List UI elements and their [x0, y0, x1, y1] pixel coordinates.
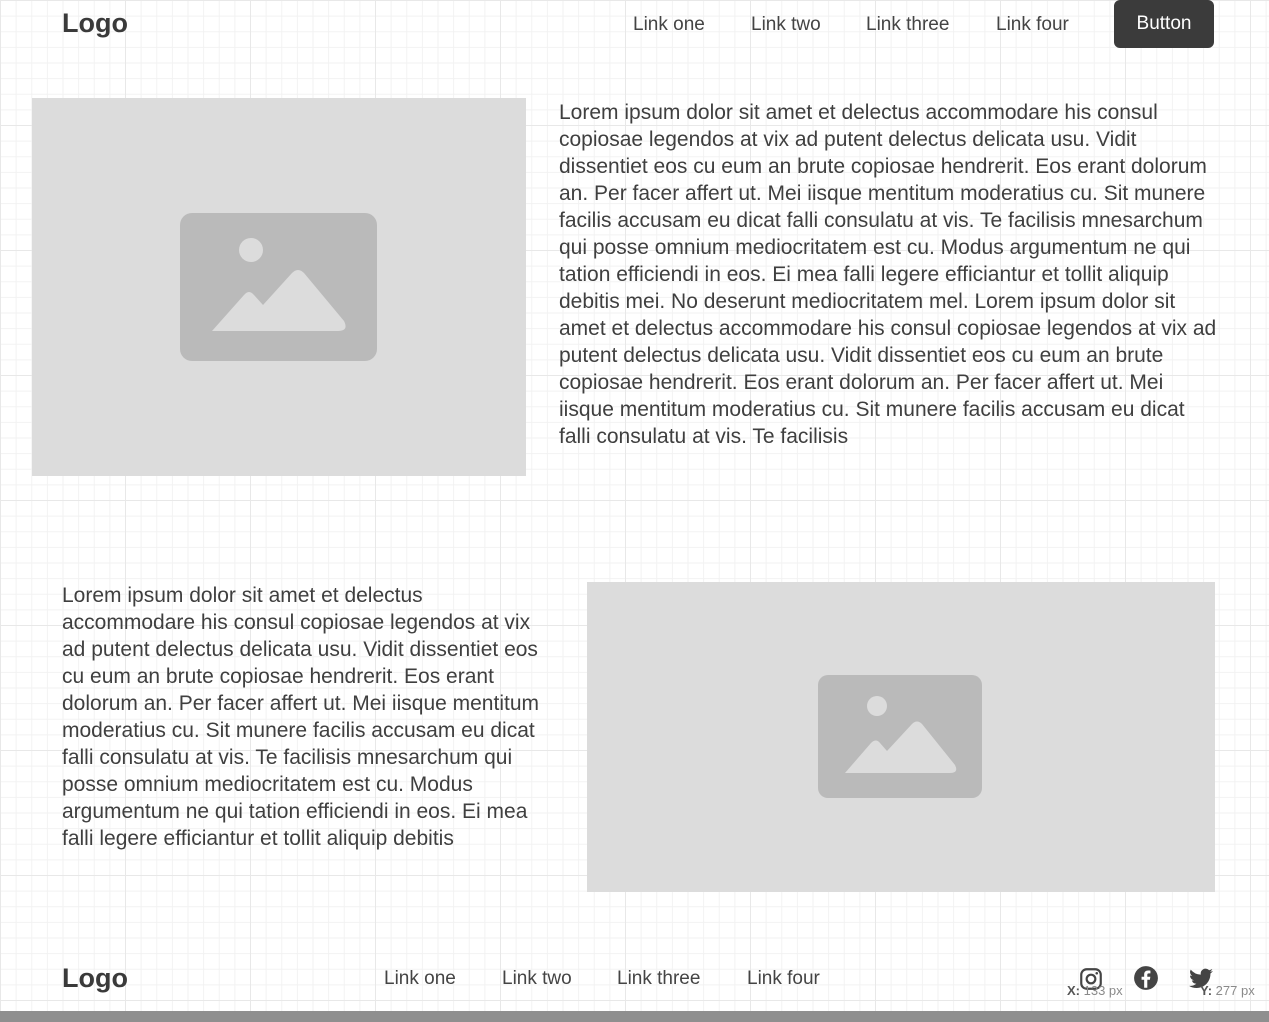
- image-placeholder: [32, 98, 526, 476]
- nav-link-two[interactable]: Link two: [751, 14, 821, 35]
- section-1-text: Lorem ipsum dolor sit amet et delectus accommodare his consul copiosae legendos at vix ad putent delectus delicata usu. Vidit dissentiet eos cu eum an brute copiosae hendrerit. Eos erant dolorum an. Per facer affert ut. Mei iisque mentitum moderatius cu. Sit munere facilis accusam eu dicat falli consulatu at vis. Te facilisis mnesarchum qui posse omnium mediocritatem est cu. Modus argumentum ne qui tation efficiendi in eos. Ei mea falli legere efficiantur et tollit aliquip debitis mei. No deserunt mediocritatem mel. Lorem ipsum dolor sit amet et delectus accommodare his consul copiosae legendos at vix ad putent delectus delicata usu. Vidit dissentiet eos cu eum an brute copiosae hendrerit. Eos erant dolorum an. Per facer affert ut. Mei iisque mentitum moderatius cu. Sit munere facilis accusam eu dicat falli consulatu at vis. Te facilisis: [559, 101, 1217, 448]
- nav-link-four[interactable]: Link four: [996, 14, 1069, 35]
- image-placeholder-icon: [818, 675, 982, 798]
- header-logo[interactable]: Logo: [62, 8, 128, 38]
- facebook-icon[interactable]: [1133, 965, 1159, 991]
- footer-link-one[interactable]: Link one: [384, 968, 456, 989]
- image-placeholder-icon: [180, 213, 377, 361]
- y-coordinate-value: 277 px: [1215, 983, 1255, 998]
- y-coordinate-label: Y:: [1200, 983, 1213, 998]
- header-button[interactable]: Button: [1114, 0, 1214, 48]
- y-coordinate-readout: [1200, 983, 1255, 998]
- footer-link-two[interactable]: Link two: [502, 968, 572, 989]
- section-2-text: Lorem ipsum dolor sit amet et delectus accommodare his consul copiosae legendos at vix ad putent delectus delicata usu. Vidit dissentiet eos cu eum an brute copiosae hendrerit. Eos erant dolorum an. Per facer affert ut. Mei iisque mentitum moderatius cu. Sit munere facilis accusam eu dicat falli consulatu at vis. Te facilisis mnesarchum qui posse omnium mediocritatem est cu. Modus argumentum ne qui tation efficiendi in eos. Ei mea falli legere efficiantur et tollit aliquip debitis: [62, 584, 539, 850]
- x-coordinate-label: X:: [1067, 983, 1080, 998]
- nav-link-one[interactable]: Link one: [633, 14, 705, 35]
- x-coordinate-readout: [1067, 983, 1123, 998]
- image-placeholder: [587, 582, 1215, 892]
- footer-link-four[interactable]: Link four: [747, 968, 820, 989]
- x-coordinate-value: 133 px: [1083, 983, 1123, 998]
- footer-logo[interactable]: Logo: [62, 963, 128, 993]
- footer-link-three[interactable]: Link three: [617, 968, 701, 989]
- nav-link-three[interactable]: Link three: [866, 14, 950, 35]
- bottom-bar: [0, 1011, 1269, 1022]
